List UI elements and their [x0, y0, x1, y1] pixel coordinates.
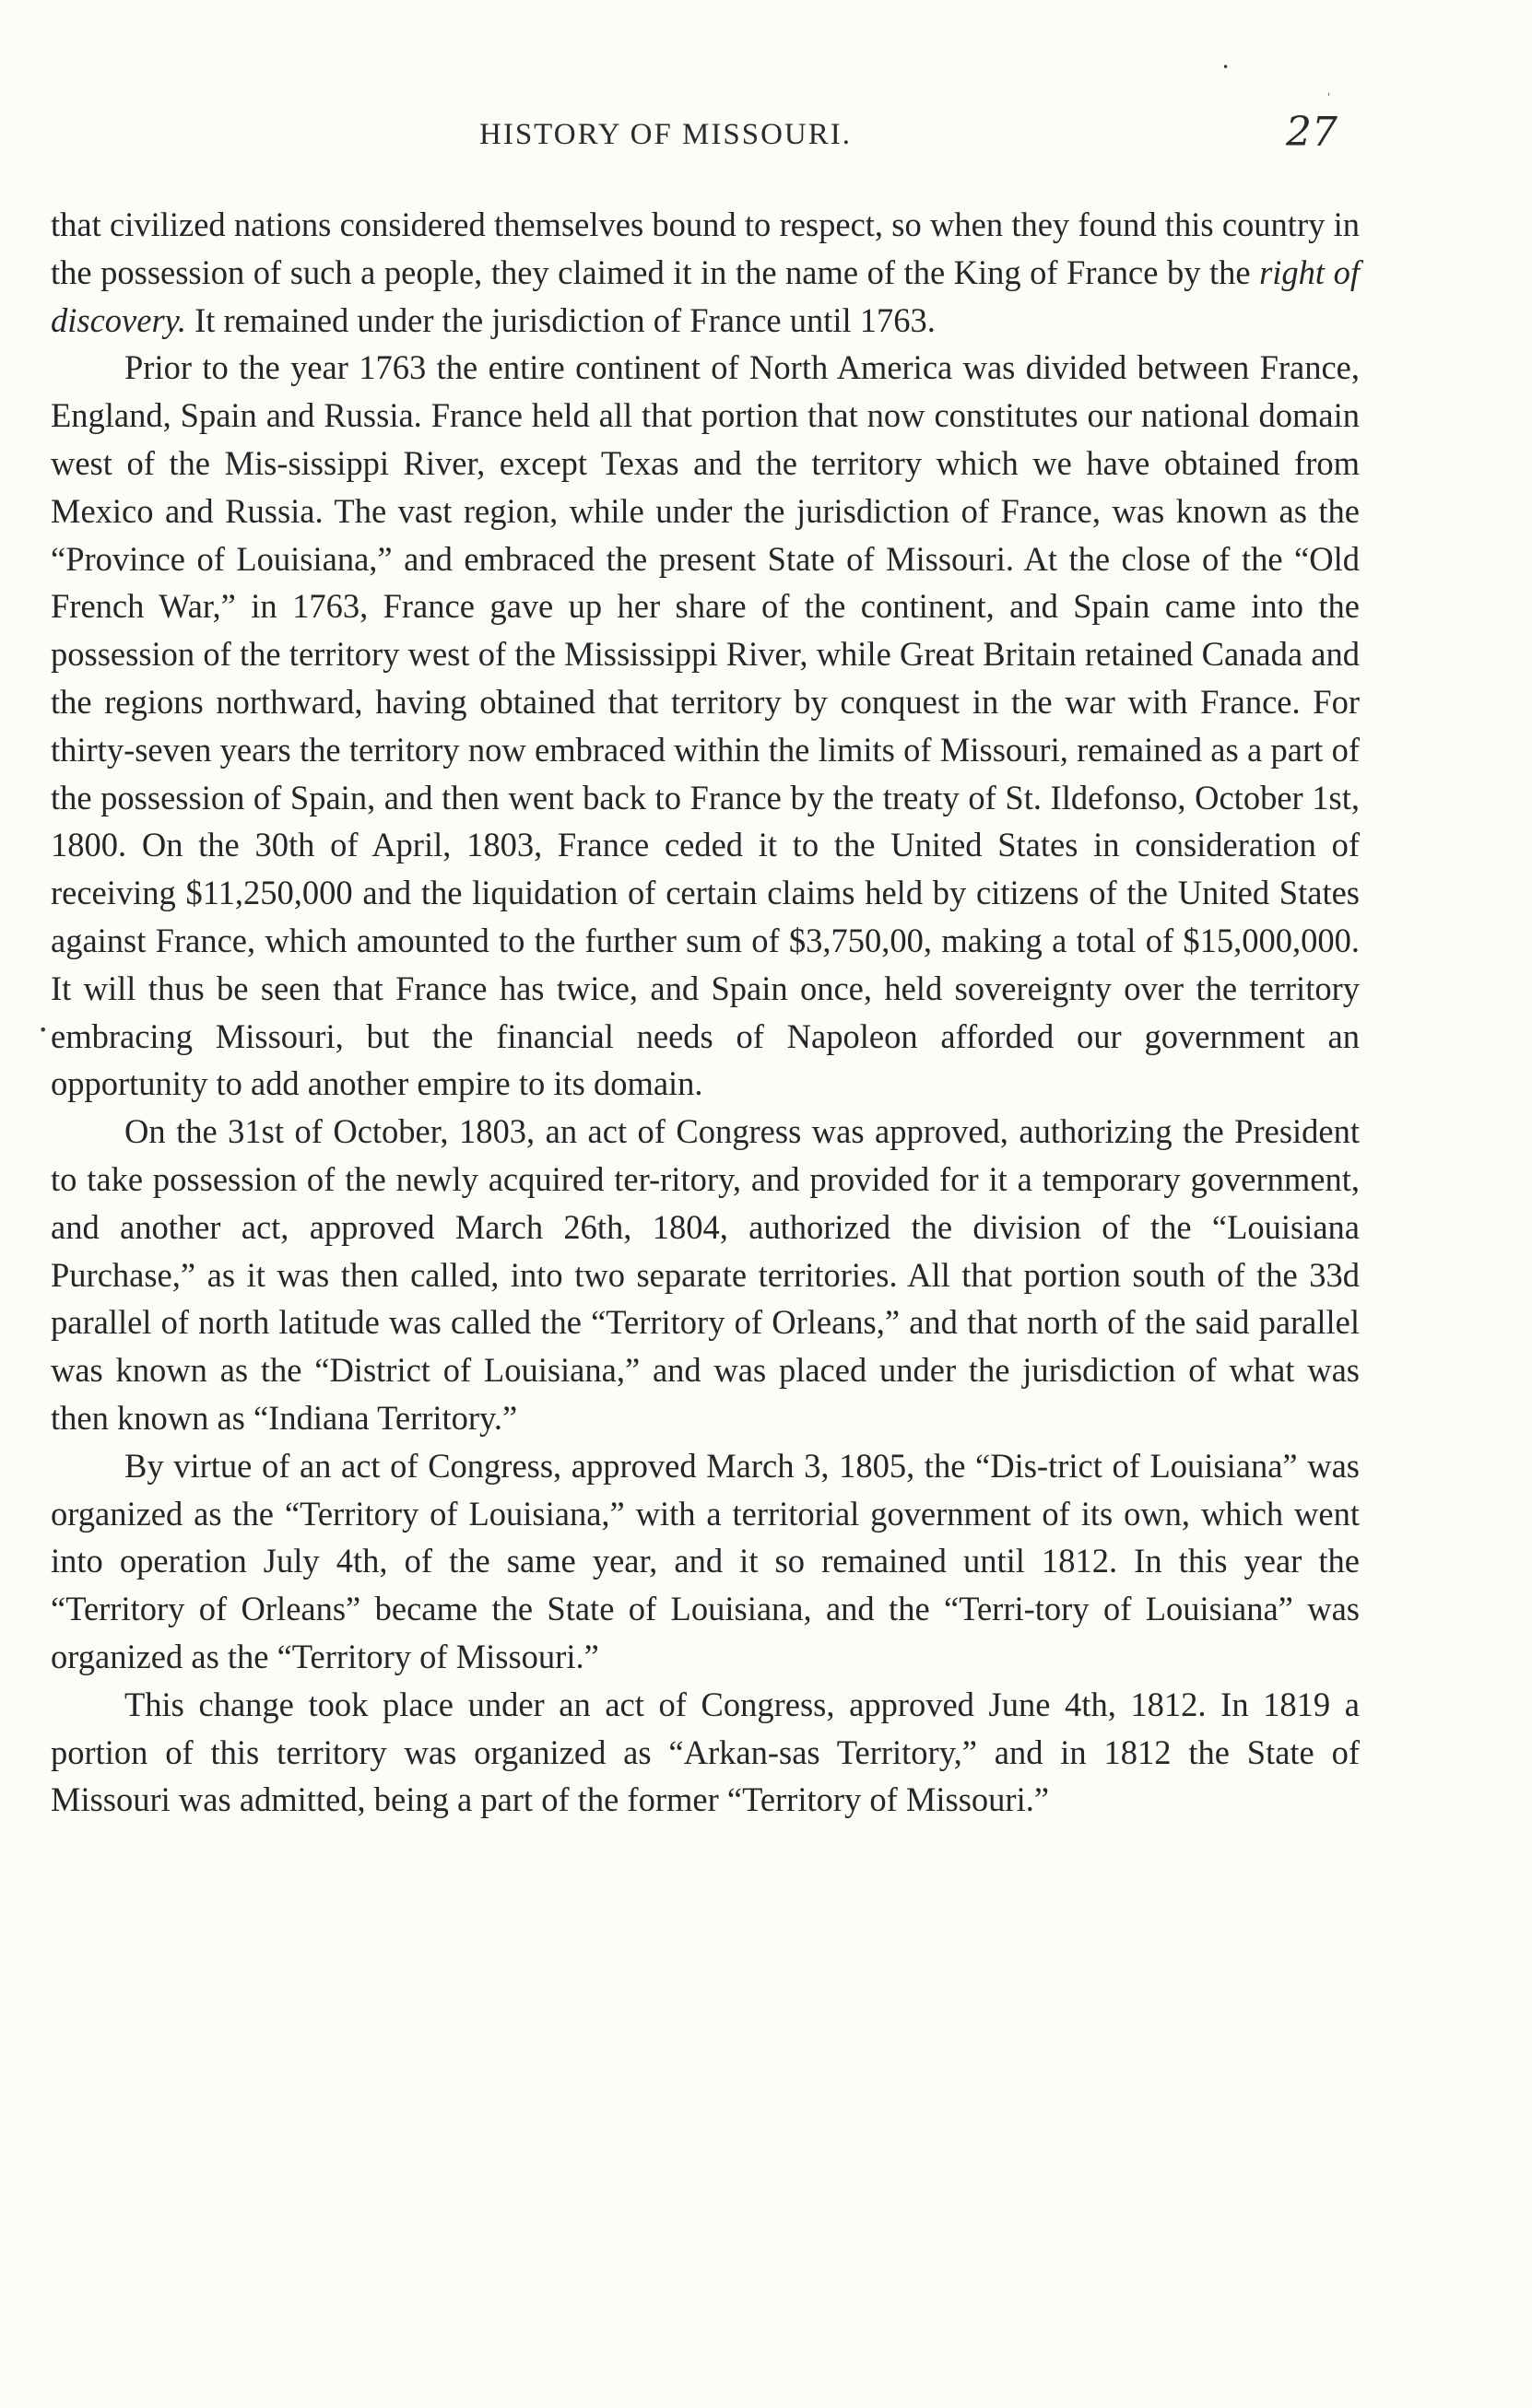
paragraph-1-italic: right of discovery. [51, 253, 1360, 339]
paragraph-2: Prior to the year 1763 the entire continent of North America was divided between France, England, Spain and Russia. France held all that portion that now constitutes our national domain west of the Mis-sissippi River, except Texas and the territory which we have obtained from Mexico and Russia. The vast region, while under the jurisdiction of France, was known as the “Province of Louisiana,” and embraced the present State of Missouri. At the close of the “Old French War,” in 1763, France gave up her share of the continent, and Spain came into the possession of the territory west of the Mississippi River, while Great Britain retained Canada and the regions northward, having obtained that territory by conquest in the war with France. For thirty-seven years the territory now embraced within the limits of Missouri, remained as a part of the possession of Spain, and then went back to France by the treaty of St. Ildefonso, October 1st, 1800. On the 30th of April, 1803, France ceded it to the United States in consideration of receiving $11,250,000 and the liquidation of certain claims held by citizens of the United States against France, which amounted to the further sum of $3,750,00, making a total of $15,000,000. It will thus be seen that France has twice, and Spain once, held sovereignty over the territory embracing Missouri, but the financial needs of Napoleon afforded our government an opportunity to add another empire to its domain. [51, 348, 1360, 1103]
print-speck: • [1222, 61, 1230, 74]
paragraph-3: On the 31st of October, 1803, an act of Congress was approved, authorizing the President to take possession of the newly acquired ter-ritory, and provided for it a temporary government, and another act, approved March 26th, 1804, authorized the division of the “Louisiana Purchase,” as it was then called, into two separate territories. All that portion south of the 33d parallel of north latitude was called the “Territory of Orleans,” and that north of the said parallel was known as the “District of Louisiana,” and was placed under the jurisdiction of what was then known as “Indiana Territory.” [51, 1112, 1360, 1437]
page-number: 27 [1286, 109, 1338, 156]
body-text [51, 201, 1360, 1824]
paragraph-1-text: that civilized nations considered themselves bound to respect, so when they found this country in the possession of such a people, they claimed it in the name of the King of France by the [51, 206, 1360, 291]
paragraph-1 [51, 201, 1360, 344]
paragraph-4: By virtue of an act of Congress, approved March 3, 1805, the “Dis-trict of Louisiana” was organized as the “Territory of Louisiana,” with a territorial government of its own, which went into operation July 4th, of the same year, and it so remained until 1812. In this year the “Territory of Orleans” became the State of Louisiana, and the “Terri-tory of Louisiana” was organized as the “Territory of Missouri.” [51, 1446, 1360, 1675]
paragraph-5: This change took place under an act of Congress, approved June 4th, 1812. In 1819 a portion of this territory was organized as “Arkan-sas Territory,” and in 1812 the State of Missouri was admitted, being a part of the former “Territory of Missouri.” [51, 1685, 1360, 1819]
paragraph-1-text-end: It remained under the jurisdiction of France until 1763. [185, 300, 936, 339]
print-speck: ' [1327, 92, 1330, 102]
print-speck: • [39, 1021, 48, 1039]
running-title: HISTORY OF MISSOURI. [479, 118, 852, 151]
running-header [0, 109, 1532, 164]
